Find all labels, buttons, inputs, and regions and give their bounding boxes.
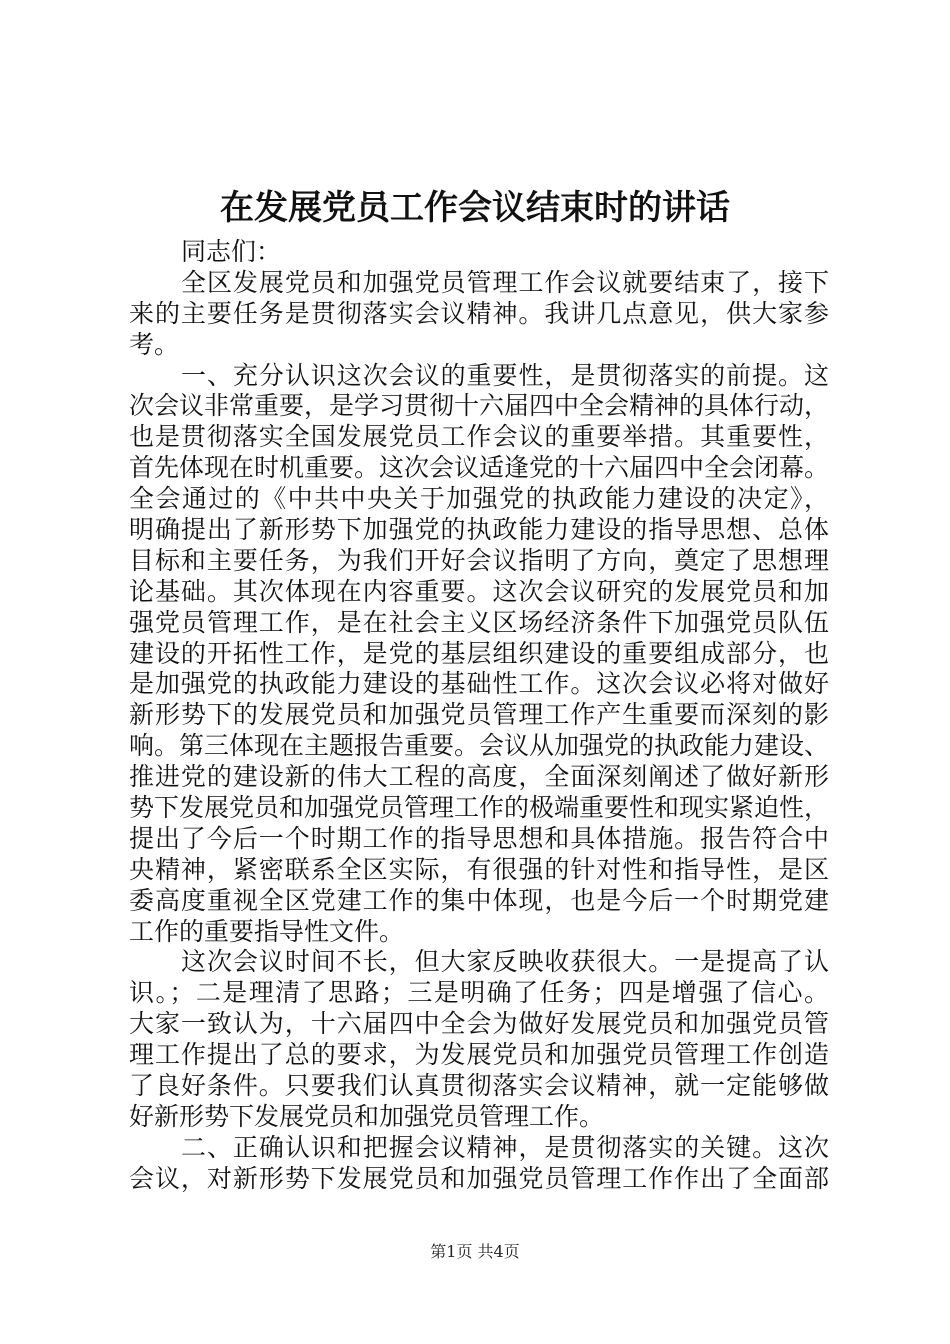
text-line: 提出了今后一个时期工作的指导思想和具体措施。报告符合中 bbox=[129, 823, 829, 853]
text-line: 大家一致认为，十六届四中全会为做好发展党员和加强党员管 bbox=[129, 1009, 829, 1039]
text-line: 来的主要任务是贯彻落实会议精神。我讲几点意见，供大家参 bbox=[129, 298, 829, 328]
text-line: 明确提出了新形势下加强党的执政能力建设的指导思想、总体 bbox=[129, 515, 829, 545]
text-line: 次会议非常重要，是学习贯彻十六届四中全会精神的具体行动， bbox=[129, 391, 829, 421]
text-line: 委高度重视全区党建工作的集中体现，也是今后一个时期党建 bbox=[129, 885, 829, 915]
text-line: 全会通过的《中共中央关于加强党的执政能力建设的决定》， bbox=[129, 484, 829, 514]
text-line: 会议，对新形势下发展党员和加强党员管理工作作出了全面部 bbox=[129, 1163, 829, 1193]
text-line: 了良好条件。只要我们认真贯彻落实会议精神，就一定能够做 bbox=[129, 1071, 829, 1101]
text-line: 响。第三体现在主题报告重要。会议从加强党的执政能力建设、 bbox=[129, 731, 829, 761]
text-line: 好新形势下发展党员和加强党员管理工作。 bbox=[129, 1101, 605, 1131]
text-line: 一、充分认识这次会议的重要性，是贯彻落实的前提。这 bbox=[181, 360, 829, 390]
text-line: 是加强党的执政能力建设的基础性工作。这次会议必将对做好 bbox=[129, 669, 829, 699]
salutation-line: 同志们： bbox=[181, 237, 282, 266]
text-line: 推进党的建设新的伟大工程的高度，全面深刻阐述了做好新形 bbox=[129, 762, 829, 792]
text-line: 建设的开拓性工作，是党的基层组织建设的重要组成部分，也 bbox=[129, 638, 829, 668]
document-title: 在发展党员工作会议结束时的讲话 bbox=[220, 188, 730, 228]
text-line: 强党员管理工作，是在社会主义区场经济条件下加强党员队伍 bbox=[129, 607, 829, 637]
text-line: 势下发展党员和加强党员管理工作的极端重要性和现实紧迫性， bbox=[129, 793, 829, 823]
text-line: 识。；二是理清了思路；三是明确了任务；四是增强了信心。 bbox=[129, 978, 829, 1008]
text-line: 考。 bbox=[129, 329, 180, 359]
text-line: 央精神，紧密联系全区实际，有很强的针对性和指导性，是区 bbox=[129, 854, 829, 884]
text-line: 理工作提出了总的要求，为发展党员和加强党员管理工作创造 bbox=[129, 1040, 829, 1070]
text-line: 二、正确认识和把握会议精神，是贯彻落实的关键。这次 bbox=[181, 1132, 829, 1162]
text-line: 目标和主要任务，为我们开好会议指明了方向，奠定了思想理 bbox=[129, 545, 829, 575]
text-line: 论基础。其次体现在内容重要。这次会议研究的发展党员和加 bbox=[129, 576, 829, 606]
page-indicator: 第1页 共4页 bbox=[430, 1242, 520, 1261]
text-line: 工作的重要指导性文件。 bbox=[129, 916, 405, 946]
text-line: 这次会议时间不长，但大家反映收获很大。一是提高了认 bbox=[181, 947, 829, 977]
text-line: 新形势下的发展党员和加强党员管理工作产生重要而深刻的影 bbox=[129, 700, 829, 730]
text-line: 全区发展党员和加强党员管理工作会议就要结束了，接下 bbox=[181, 267, 829, 297]
document-body bbox=[129, 237, 829, 1195]
text-line: 首先体现在时机重要。这次会议适逢党的十六届四中全会闭幕。 bbox=[129, 453, 829, 483]
text-line: 也是贯彻落实全国发展党员工作会议的重要举措。其重要性， bbox=[129, 422, 829, 452]
